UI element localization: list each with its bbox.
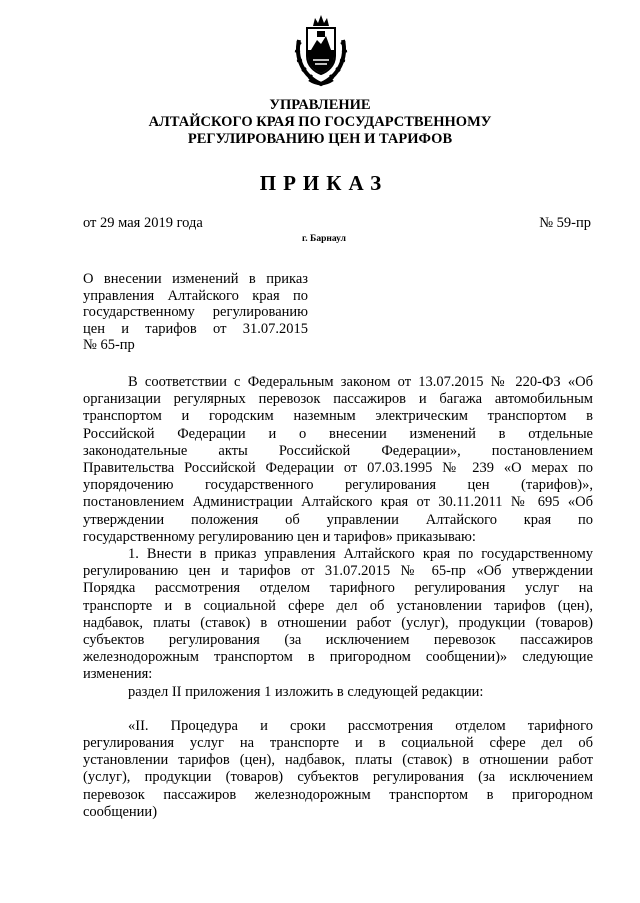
- body-line: перевозок пассажиров железнодорожным транспортом в пригородном: [83, 786, 593, 803]
- body-line: организации регулярных перевозок пассажиров и багажа автомобильным: [83, 391, 593, 408]
- body-line: установлении тарифов (цен), надбавок, платы (ставок) в отношении работ: [83, 752, 593, 769]
- body-line: утверждении положения об управлении Алтайского края по: [83, 511, 593, 528]
- body-line: Правительства Российской Федерации от 07.03.1995 № 239 «О мерах по: [83, 460, 593, 477]
- body-line: В соответствии с Федеральным законом от 13.07.2015 № 220-ФЗ «Об: [128, 374, 593, 390]
- body-line: (услуг), продукции (товаров) субъектов регулирования (за исключением: [83, 769, 593, 786]
- body-line: регулированию цен и тарифов от 31.07.2015 № 65-пр «Об утверждении: [83, 563, 593, 580]
- body-line: надбавок, платы (ставок) в отношении работ (услуг), продукции (товаров): [83, 614, 593, 631]
- document-body: [83, 374, 593, 821]
- subject-line: государственному регулированию: [83, 304, 308, 320]
- body-line: законодательные акты Российской Федерации», постановлением: [83, 442, 593, 459]
- org-line-1: УПРАВЛЕНИЕ: [269, 97, 371, 113]
- document-title: ПРИКАЗ: [259, 171, 389, 195]
- paragraph-gap: [83, 701, 593, 718]
- body-line: постановлением Администрации Алтайского края от 30.11.2011 № 695 «Об: [83, 494, 593, 511]
- document-date: от 29 мая 2019 года: [83, 215, 203, 231]
- body-line: упорядочению государственного регулирования цен (тарифов)»,: [83, 477, 593, 494]
- body-line: 1. Внести в приказ управления Алтайского края по государственному: [128, 546, 593, 563]
- org-line-2: АЛТАЙСКОГО КРАЯ ПО ГОСУДАРСТВЕННОМУ: [148, 114, 492, 130]
- coat-of-arms-icon: [291, 10, 351, 90]
- body-line: «II. Процедура и сроки рассмотрения отделом тарифного: [128, 717, 593, 734]
- organization-name: [0, 97, 640, 148]
- body-line: регулирования услуг на транспорте и в социальной сфере дел об: [83, 735, 593, 752]
- subject-line: цен и тарифов от 31.07.2015: [83, 320, 308, 337]
- subject-line: № 65-пр: [83, 337, 135, 353]
- subject-line: О внесении изменений в приказ: [83, 271, 308, 287]
- body-line: субъектов регулирования (за исключением перевозок пассажиров: [83, 632, 593, 649]
- body-line: железнодорожным транспортом в пригородном сообщении)» следующие: [83, 649, 593, 666]
- body-line: транспортом и городским наземным электрическим транспортом в: [83, 408, 593, 425]
- body-line: сообщении): [83, 803, 158, 820]
- body-line: Российской Федерации и о внесении изменений в отдельные: [83, 425, 593, 442]
- body-line: Порядка рассмотрения отделом тарифного регулирования услуг на: [83, 580, 593, 597]
- document-number: № 59-пр: [539, 215, 591, 231]
- document-city: г. Барнаул: [302, 234, 346, 244]
- subject-line: управления Алтайского края по: [83, 287, 308, 304]
- org-line-3: РЕГУЛИРОВАНИЮ ЦЕН И ТАРИФОВ: [187, 131, 453, 147]
- document-subject: [83, 271, 308, 354]
- body-line: транспорте и в социальной сфере дел об установлении тарифов (цен),: [83, 597, 593, 614]
- body-line: государственному регулированию цен и тарифов» приказываю:: [83, 528, 476, 545]
- body-line: раздел II приложения 1 изложить в следующей редакции:: [128, 683, 484, 700]
- body-line: изменения:: [83, 666, 153, 683]
